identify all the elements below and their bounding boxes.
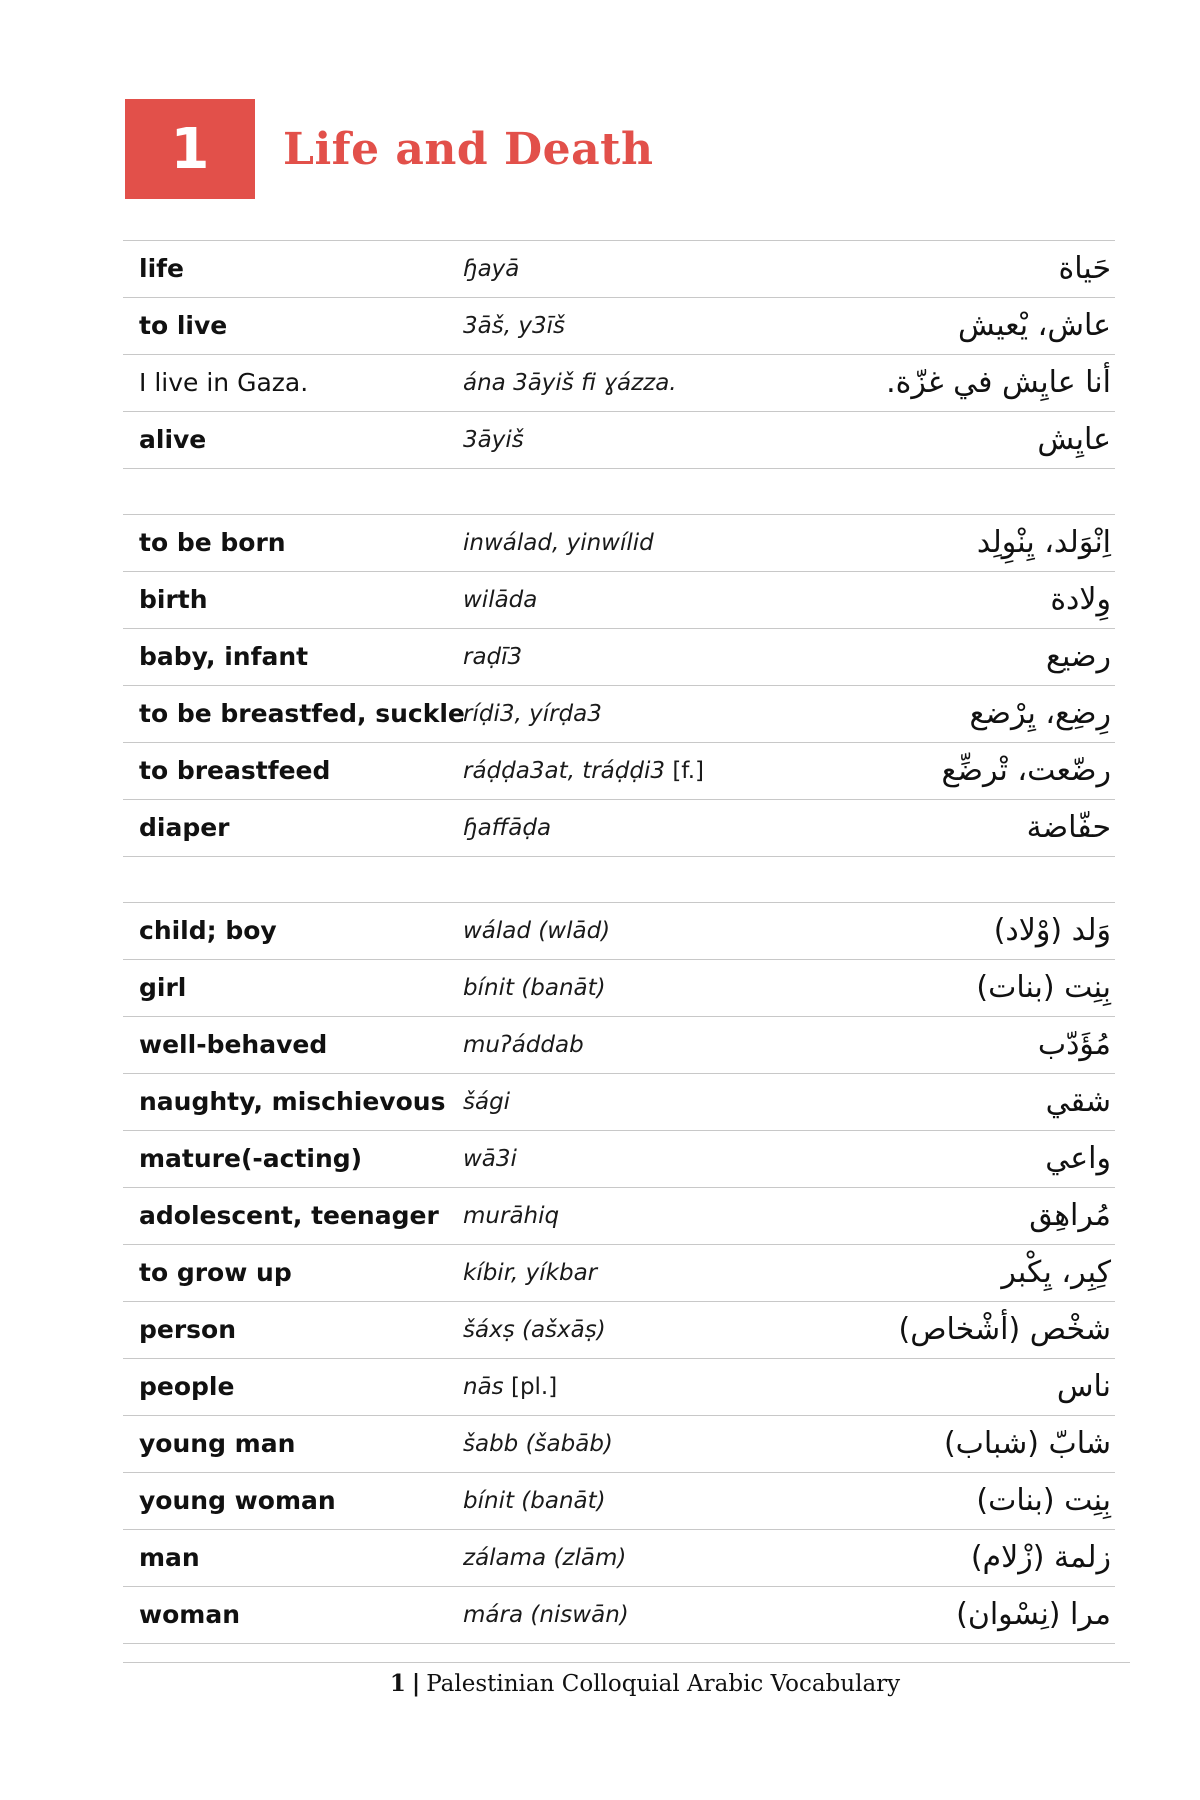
vocab-group <box>123 240 1115 469</box>
transliteration-text: bínit (banāt) <box>463 1488 606 1514</box>
english-term: woman <box>139 1600 240 1629</box>
arabic-term: وِلادة <box>1050 582 1111 617</box>
arabic-term: شابّ (شباب) <box>943 1426 1111 1461</box>
arabic-term: رضيع <box>1046 639 1111 674</box>
english-term: person <box>139 1315 237 1344</box>
english-term: life <box>139 254 184 283</box>
english-term: to be born <box>139 528 286 557</box>
arabic-term: حَياة <box>1058 251 1111 286</box>
transliteration <box>463 1359 557 1415</box>
transliteration-text: ána 3āyiš fi ɣázza. <box>463 370 677 396</box>
transliteration <box>463 1302 606 1358</box>
footer-separator: | <box>411 1670 421 1697</box>
transliteration <box>463 960 606 1016</box>
footer-divider <box>123 1662 1130 1663</box>
transliteration <box>463 1245 597 1301</box>
transliteration <box>463 412 524 468</box>
transliteration <box>463 1416 613 1472</box>
arabic-term: مُراهِق <box>1029 1198 1111 1233</box>
vocab-row <box>123 355 1115 412</box>
transliteration <box>463 1131 517 1187</box>
arabic-term: عايِش <box>1037 422 1111 457</box>
transliteration-text: muʔáddab <box>463 1032 584 1058</box>
vocab-row <box>123 1530 1115 1587</box>
transliteration <box>463 1017 584 1073</box>
english-term: well-behaved <box>139 1030 328 1059</box>
vocab-row <box>123 1473 1115 1530</box>
vocab-row <box>123 743 1115 800</box>
vocab-row <box>123 686 1115 743</box>
transliteration-text: kíbir, yíkbar <box>463 1260 598 1286</box>
transliteration-text: inwálad, yinwílid <box>463 530 654 556</box>
arabic-term: أنا عايِش في غزّة. <box>886 365 1111 400</box>
chapter-title: Life and Death <box>283 123 654 175</box>
vocab-row <box>123 298 1115 355</box>
transliteration-text: ríḍi3, yírḍa3 <box>463 701 602 727</box>
arabic-term: زلمة (زْلام) <box>970 1540 1111 1575</box>
transliteration-text: nās <box>463 1374 504 1400</box>
page-footer <box>0 1670 1200 1697</box>
arabic-term: شخْص (أشْخاص) <box>898 1312 1111 1347</box>
english-term: diaper <box>139 813 230 842</box>
transliteration-text: ɧayā <box>463 256 520 282</box>
arabic-term: مرا (نِسْوان) <box>956 1597 1111 1632</box>
arabic-term: مُؤَدّب <box>1037 1027 1111 1062</box>
vocab-row <box>123 1131 1115 1188</box>
vocabulary-table <box>123 240 1115 1644</box>
transliteration-text: raḍī3 <box>463 644 523 670</box>
transliteration-text: wilāda <box>463 587 538 613</box>
arabic-term: بِنِت (بنات) <box>976 970 1111 1005</box>
vocab-row <box>123 1359 1115 1416</box>
english-term: naughty, mischievous <box>139 1087 446 1116</box>
transliteration-text: wā3i <box>463 1146 517 1172</box>
arabic-term: اِنْوَلد، يِنْوِلِد <box>976 525 1111 560</box>
english-term: I live in Gaza. <box>139 368 309 397</box>
transliteration-text: 3āyiš <box>463 427 524 453</box>
transliteration <box>463 572 537 628</box>
transliteration <box>463 686 602 742</box>
arabic-term: واعي <box>1045 1141 1111 1176</box>
vocab-row <box>123 1188 1115 1245</box>
vocab-row <box>123 572 1115 629</box>
english-term: to breastfeed <box>139 756 331 785</box>
english-term: young woman <box>139 1486 336 1515</box>
transliteration-text: bínit (banāt) <box>463 975 606 1001</box>
english-term: people <box>139 1372 235 1401</box>
arabic-term: بِنِت (بنات) <box>976 1483 1111 1518</box>
arabic-term: وَلد (وْلاد) <box>993 913 1111 948</box>
book-title: Palestinian Colloquial Arabic Vocabulary <box>426 1671 901 1697</box>
arabic-term: رضّعت، تْرضِّع <box>941 753 1111 788</box>
english-term: adolescent, teenager <box>139 1201 439 1230</box>
vocab-row <box>123 1302 1115 1359</box>
transliteration-text: wálad (wlād) <box>463 918 611 944</box>
transliteration-text: 3āš, y3īš <box>463 313 565 339</box>
arabic-term: رِضِع، يِرْضع <box>969 696 1111 731</box>
vocab-row <box>123 1074 1115 1131</box>
vocab-row <box>123 1245 1115 1302</box>
english-term: mature(-acting) <box>139 1144 363 1173</box>
transliteration-text: ɧaffāḍa <box>463 815 552 841</box>
chapter-number: 1 <box>125 99 255 199</box>
vocab-row <box>123 241 1115 298</box>
vocab-row <box>123 1416 1115 1473</box>
english-term: girl <box>139 973 187 1002</box>
transliteration <box>463 1074 510 1130</box>
transliteration-text: murāhiq <box>463 1203 560 1229</box>
english-term: to live <box>139 311 228 340</box>
vocab-row <box>123 629 1115 686</box>
vocab-row <box>123 515 1115 572</box>
transliteration <box>463 355 677 411</box>
transliteration <box>463 298 565 354</box>
vocab-row <box>123 800 1115 857</box>
transliteration <box>463 241 519 297</box>
english-term: alive <box>139 425 207 454</box>
arabic-term: عاش، يْعيش <box>957 308 1111 343</box>
vocab-row <box>123 903 1115 960</box>
english-term: birth <box>139 585 208 614</box>
transliteration <box>463 629 522 685</box>
grammar-note: [pl.] <box>510 1374 558 1400</box>
english-term: baby, infant <box>139 642 309 671</box>
english-term: child; boy <box>139 916 277 945</box>
transliteration-text: ráḍḍa3at, tráḍḍi3 <box>463 758 666 784</box>
arabic-term: كِبِر، يِكْبر <box>1001 1255 1111 1290</box>
transliteration <box>463 515 654 571</box>
arabic-term: ناس <box>1056 1369 1111 1404</box>
transliteration-text: zálama (zlām) <box>463 1545 627 1571</box>
english-term: to grow up <box>139 1258 292 1287</box>
vocab-group <box>123 902 1115 1644</box>
transliteration <box>463 743 704 799</box>
transliteration-text: šabb (šabāb) <box>463 1431 613 1457</box>
vocab-row <box>123 412 1115 469</box>
transliteration-text: šáxṣ (ašxāṣ) <box>463 1317 606 1343</box>
transliteration <box>463 1188 559 1244</box>
vocab-row <box>123 960 1115 1017</box>
vocab-row <box>123 1017 1115 1074</box>
english-term: to be breastfed, suckle <box>139 699 465 728</box>
page-number: 1 <box>389 1670 406 1697</box>
grammar-note: [f.] <box>672 758 705 784</box>
transliteration <box>463 1473 606 1529</box>
transliteration-text: mára (niswān) <box>463 1602 629 1628</box>
english-term: young man <box>139 1429 296 1458</box>
arabic-term: حفّاضة <box>1026 810 1111 845</box>
transliteration <box>463 1587 629 1643</box>
english-term: man <box>139 1543 200 1572</box>
arabic-term: شقي <box>1045 1084 1111 1119</box>
transliteration-text: šági <box>463 1089 511 1115</box>
vocab-row <box>123 1587 1115 1644</box>
transliteration <box>463 800 551 856</box>
vocab-group <box>123 514 1115 857</box>
transliteration <box>463 903 610 959</box>
transliteration <box>463 1530 626 1586</box>
chapter-header <box>125 99 653 199</box>
